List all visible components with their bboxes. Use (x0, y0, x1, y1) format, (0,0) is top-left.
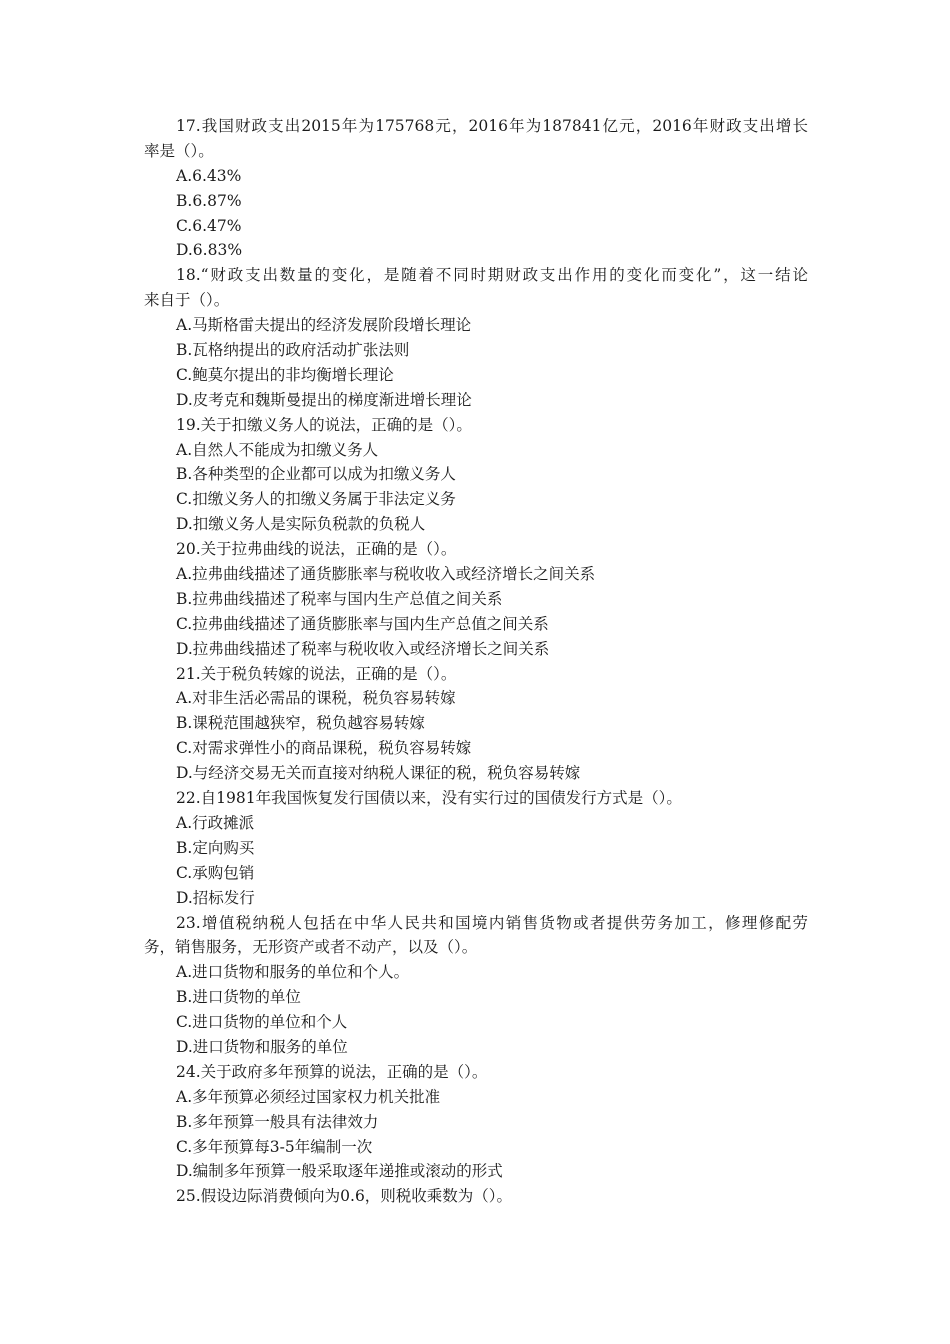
question-stem: 务，销售服务，无形资产或者不动产，以及（）。 (144, 938, 478, 957)
option-a: A.行政摊派 (176, 813, 255, 832)
option-a: A.6.43% (176, 166, 242, 185)
option-a: A.进口货物和服务的单位和个人。 (176, 963, 410, 982)
option-c: C.鲍莫尔提出的非均衡增长理论 (176, 365, 394, 384)
option-d: D.招标发行 (176, 888, 255, 907)
question-stem: 22.自1981年我国恢复发行国债以来，没有实行过的国债发行方式是（）。 (176, 789, 682, 808)
option-d: D.拉弗曲线描述了税率与税收收入或经济增长之间关系 (176, 639, 550, 658)
question-stem: 20.关于拉弗曲线的说法，正确的是（）。 (176, 540, 457, 559)
question-stem: 17.我国财政支出2015年为175768元，2016年为187841亿元，2016年财政支出增长 (176, 117, 808, 135)
option-c: C.承购包销 (176, 863, 255, 882)
option-d: D.进口货物和服务的单位 (176, 1037, 348, 1056)
option-c: C.拉弗曲线描述了通货膨胀率与国内生产总值之间关系 (176, 614, 549, 633)
question-stem: 19.关于扣缴义务人的说法，正确的是（）。 (176, 415, 472, 434)
option-b: B.多年预算一般具有法律效力 (176, 1112, 379, 1131)
question-18 (144, 263, 808, 412)
question-22 (144, 786, 808, 910)
option-a: A.自然人不能成为扣缴义务人 (176, 440, 379, 459)
question-24 (144, 1060, 808, 1184)
option-a: A.拉弗曲线描述了通货膨胀率与税收收入或经济增长之间关系 (176, 565, 596, 584)
question-25 (144, 1184, 808, 1209)
question-23 (144, 911, 808, 1060)
document-page (144, 114, 808, 1209)
question-stem: 来自于（）。 (144, 291, 230, 310)
question-17 (144, 114, 808, 263)
question-stem: 24.关于政府多年预算的说法，正确的是（）。 (176, 1062, 488, 1081)
question-19 (144, 413, 808, 537)
option-a: A.对非生活必需品的课税，税负容易转嫁 (176, 689, 456, 708)
option-b: B.6.87% (176, 191, 242, 210)
question-stem: 率是（）。 (144, 141, 214, 160)
question-stem: 25.假设边际消费倾向为0.6，则税收乘数为（）。 (176, 1187, 513, 1206)
option-d: D.6.83% (176, 241, 243, 260)
question-stem: 21.关于税负转嫁的说法，正确的是（）。 (176, 664, 457, 683)
question-21 (144, 662, 808, 786)
option-c: C.多年预算每3-5年编制一次 (176, 1137, 373, 1156)
option-b: B.瓦格纳提出的政府活动扩张法则 (176, 341, 410, 360)
option-b: B.进口货物的单位 (176, 988, 301, 1007)
option-c: C.6.47% (176, 216, 242, 235)
option-d: D.编制多年预算一般采取逐年递推或滚动的形式 (176, 1162, 503, 1181)
option-c: C.进口货物的单位和个人 (176, 1013, 348, 1032)
option-d: D.与经济交易无关而直接对纳税人课征的税，税负容易转嫁 (176, 764, 581, 783)
option-d: D.扣缴义务人是实际负税款的负税人 (176, 515, 426, 534)
option-b: B.各种类型的企业都可以成为扣缴义务人 (176, 465, 456, 484)
option-a: A.多年预算必须经过国家权力机关批准 (176, 1087, 441, 1106)
option-b: B.课税范围越狭窄，税负越容易转嫁 (176, 714, 425, 733)
option-b: B.定向购买 (176, 838, 255, 857)
option-b: B.拉弗曲线描述了税率与国内生产总值之间关系 (176, 589, 503, 608)
question-stem: 23.增值税纳税人包括在中华人民共和国境内销售货物或者提供劳务加工，修理修配劳 (176, 913, 808, 932)
option-d: D.皮考克和魏斯曼提出的梯度渐进增长理论 (176, 390, 472, 409)
option-a: A.马斯格雷夫提出的经济发展阶段增长理论 (176, 316, 472, 335)
question-20 (144, 537, 808, 661)
option-c: C.扣缴义务人的扣缴义务属于非法定义务 (176, 490, 456, 509)
question-stem: 18.“财政支出数量的变化，是随着不同时期财政支出作用的变化而变化”，这一结论 (176, 266, 808, 285)
option-c: C.对需求弹性小的商品课税，税负容易转嫁 (176, 739, 472, 758)
